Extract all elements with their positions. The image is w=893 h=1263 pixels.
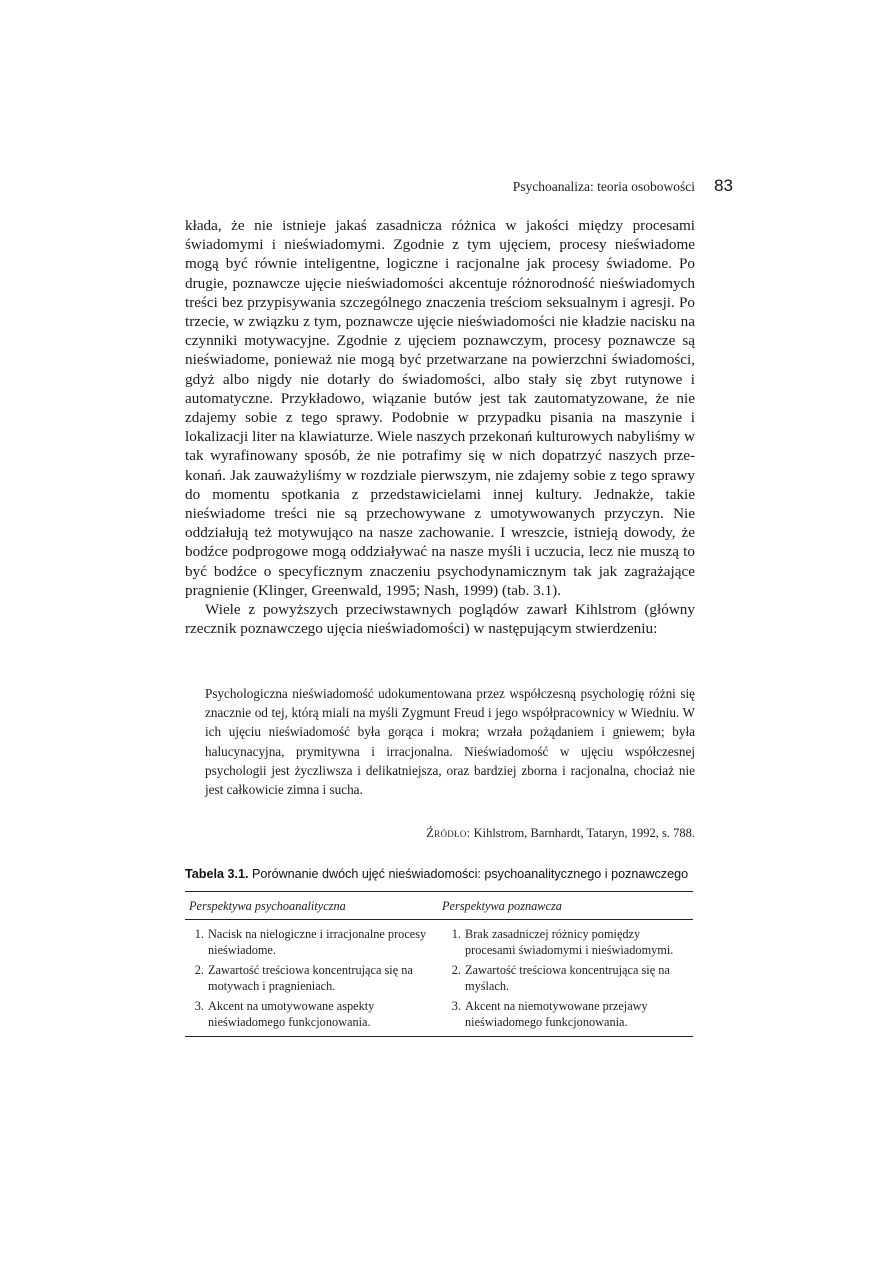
item-text: Akcent na umotywowane aspekty nieświadomego funkcjonowania. — [208, 999, 375, 1029]
block-quote — [205, 684, 695, 799]
table-row — [185, 920, 693, 963]
table-caption — [185, 867, 733, 881]
paragraph-continued: kłada, że nie istnieje jakaś zasadnicza różnica w jakości między procesami świadomymi i nieświadomymi. Zgodnie z tym ujęciem, procesy nieświadome mogą być równie inteligentne, logiczne i racjonalne jak procesy świadome. Po drugie, poznawcze ujęcie nieświadomości akcentuje różnorodność nieświadomych treści bez przypisywania szczególnego znaczenia treściom seksualnym i agresji. Po trzecie, w związku z tym, poznawcze ujęcie nieświadomości nie kładzie nacisku na czynniki motywacyjne. Zgodnie z ujęciem poznawczym, procesy poznawcze są nieświadome, ponieważ nie mogą być przetwarzane na powierzchni świadomości, gdyż albo nigdy nie dotarły do świadomości, albo stały się zbyt rutynowe i automatyczne. Przykładowo, wiązanie butów jest tak zautomatyzowane, że nie zdajemy sobie z tego sprawy. Podobnie w przypadku pisania na maszynie i lokalizacji liter na klawiaturze. Wiele naszych przekonań kulturowych nabyliśmy w tak wyrafinowany sposób, że nie potrafimy się w nich dopatrzyć naszych przekonań. Jak zauważyliśmy w rozdziale pierwszym, nie zdajemy sobie z tego sprawy do momentu spotkania z przedstawicielami innej kultury. Jednakże, takie nieświadome treści nie są przechowywane z umotywowanych przyczyn. Nie oddziałują też motywująco na nasze zachowanie. I wreszcie, istnieją dowody, że bodźce podprogowe mogą oddziaływać na nasze myśli i uczucia, lecz nie muszą to być bodźce o specyficznym znaczeniu psychodynamicznym tak jak zagrażające pragnienie (Klinger, Greenwald, 1995; Nash, 1999) (tab. 3.1). — [185, 217, 695, 599]
table-header-cognitive: Perspektywa poznawcza — [442, 892, 693, 920]
source-label: Źródło: — [426, 826, 471, 840]
table-caption-number: Tabela 3.1. — [185, 867, 249, 881]
table-caption-text: Porównanie dwóch ujęć nieświadomości: psychoanalitycznego i poznawczego — [251, 867, 689, 881]
table-row — [185, 998, 693, 1037]
page-number: 83 — [714, 176, 733, 195]
item-number: 3. — [194, 999, 204, 1013]
running-head — [185, 176, 733, 200]
item-number: 2. — [194, 963, 204, 977]
item-number: 2. — [451, 963, 461, 977]
quote-text: Psychologiczna nieświadomość udokumentowana przez współczesną psychologię różni się znacznie od tej, którą miali na myśli Zygmunt Freud i jego współpracownicy w Wiedniu. W ich ujęciu nieświadomość była gorąca i mokra; wrzała pożądaniem i gniewem; była halucynacyjna, prymitywna i irracjonalna. Nieświadomość w ujęciu współczesnej psychologii jest życzliwsza i delikatniejsza, oraz bardziej zborna i racjonalna, chociaż nie jest całkowicie zimna i sucha. — [205, 686, 695, 798]
table-cell — [442, 962, 693, 998]
comparison-table — [185, 891, 693, 1037]
table-header-psychoanalytic: Perspektywa psychoanalityczna — [185, 892, 442, 920]
table-row — [185, 962, 693, 998]
table-cell — [442, 920, 693, 963]
item-text: Zawartość treściowa koncentrująca się na myślach. — [465, 963, 670, 993]
quote-source — [426, 826, 695, 841]
item-text: Zawartość treściowa koncentrująca się na motywach i pragnieniach. — [208, 963, 413, 993]
paragraph-kihlstrom-intro: Wiele z powyższych przeciwstawnych poglądów zawarł Kihlstrom (główny rzecznik poznawczego ujęcia nieświadomości) w następującym stwierdzeniu: — [185, 601, 695, 638]
source-citation: Kihlstrom, Barnhardt, Tataryn, 1992, s. 788. — [473, 826, 695, 840]
table-cell — [185, 998, 442, 1037]
item-number: 1. — [194, 927, 204, 941]
item-number: 1. — [451, 927, 461, 941]
item-text: Brak zasadniczej różnicy pomiędzy procesami świadomymi i nieświadomymi. — [465, 927, 674, 957]
table-cell — [185, 962, 442, 998]
table-header-row — [185, 892, 693, 920]
item-text: Nacisk na nielogiczne i irracjonalne procesy nieświadome. — [208, 927, 427, 957]
table-cell — [442, 998, 693, 1037]
item-number: 3. — [451, 999, 461, 1013]
item-text: Akcent na niemotywowane przejawy nieświadomego funkcjonowania. — [465, 999, 648, 1029]
body-text — [185, 216, 695, 638]
running-title: Psychoanaliza: teoria osobowości — [512, 179, 695, 194]
table-cell — [185, 920, 442, 963]
